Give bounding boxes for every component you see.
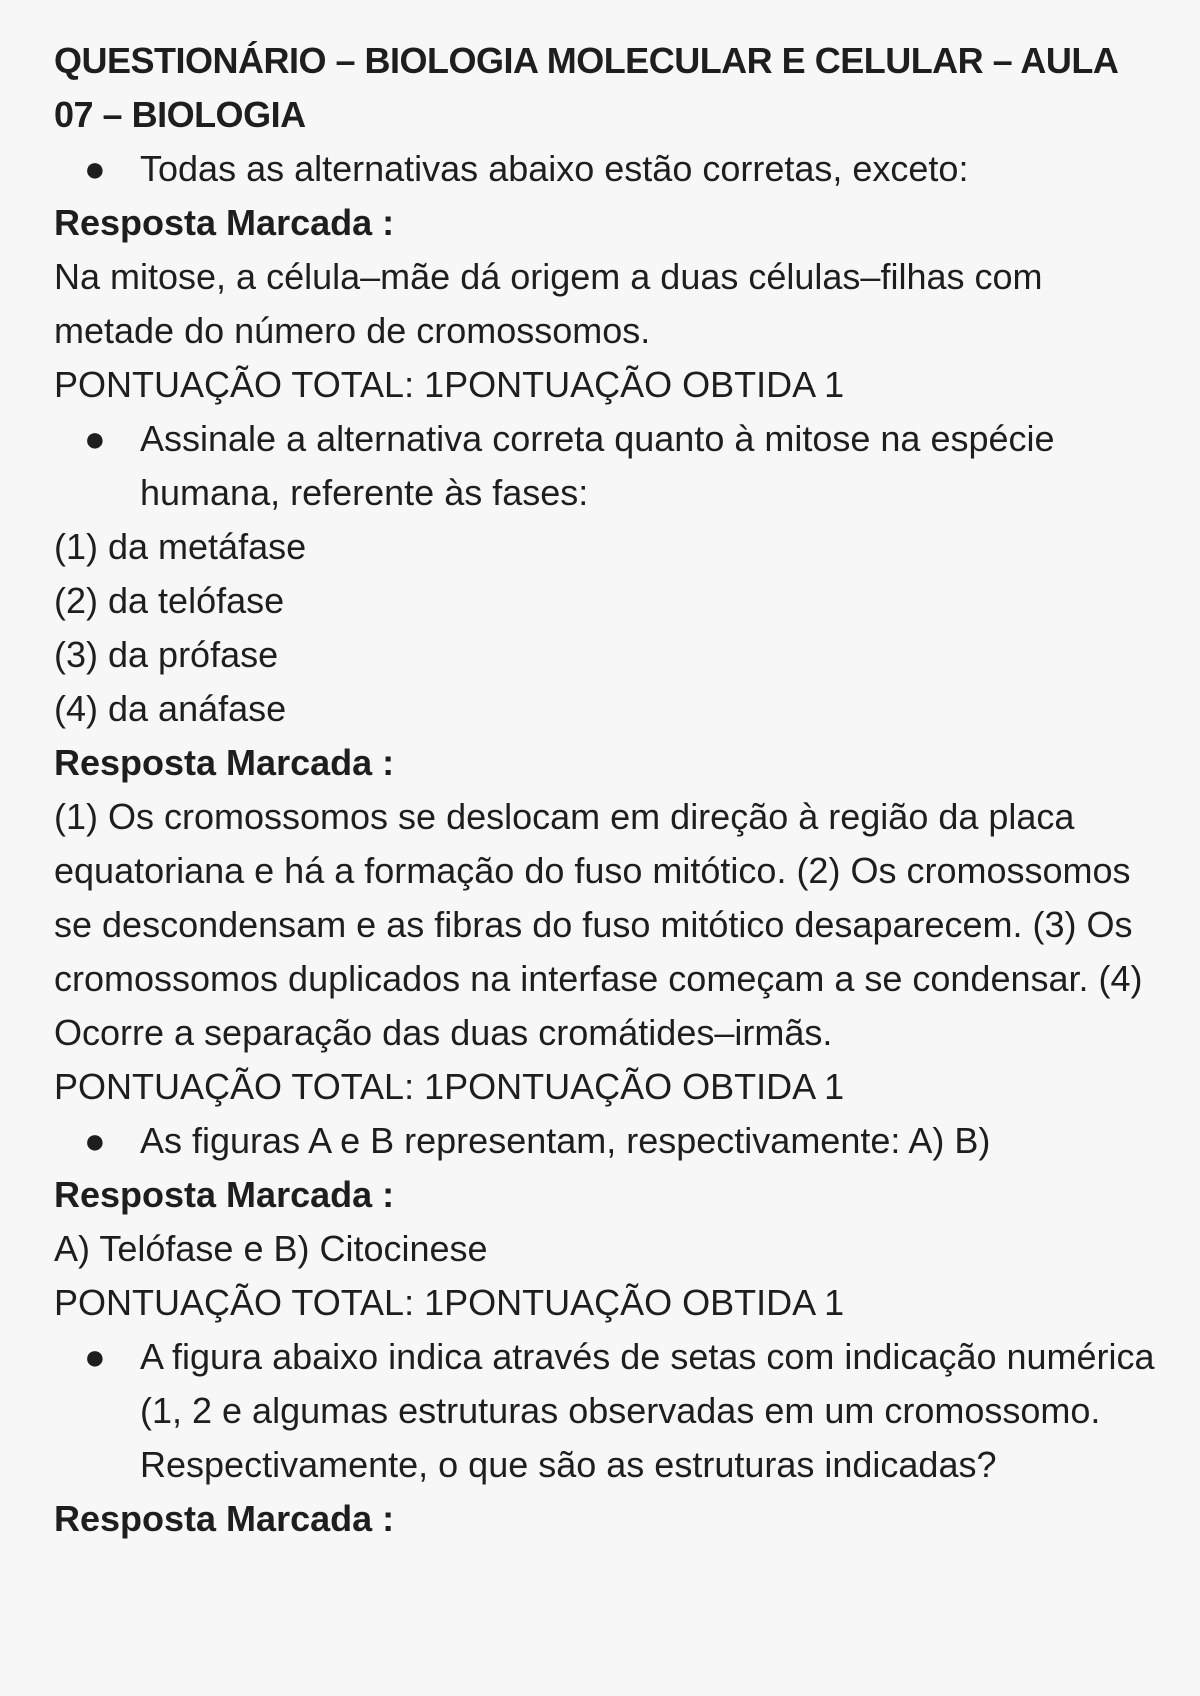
question-1-prompt	[54, 142, 1160, 196]
question-3-answer: A) Telófase e B) Citocinese	[54, 1228, 488, 1269]
question-1-text: Todas as alternativas abaixo estão corretas, exceto:	[140, 148, 969, 189]
question-3-answer-label: Resposta Marcada :	[54, 1174, 395, 1215]
question-2-answer-label: Resposta Marcada :	[54, 742, 395, 783]
question-2-option-2: (2) da telófase	[54, 580, 285, 621]
question-2-answer: (1) Os cromossomos se deslocam em direção à região da placa equatoriana e há a formação do fuso mitótico. (2) Os cromossomos se descondensam e as fibras do fuso mitótico desaparecem. (3) Os cromossomos duplicados na interfase começam a se condensar. (4) Ocorre a separação das duas cromátides–irmãs.	[54, 796, 1143, 1053]
question-1-score: PONTUAÇÃO TOTAL: 1PONTUAÇÃO OBTIDA 1	[54, 364, 845, 405]
page-title: QUESTIONÁRIO – BIOLOGIA MOLECULAR E CELULAR – AULA 07 – BIOLOGIA	[54, 40, 1118, 135]
question-4-prompt	[54, 1330, 1160, 1492]
question-1-answer: Na mitose, a célula–mãe dá origem a duas células–filhas com metade do número de cromossomos.	[54, 256, 1043, 351]
question-2-prompt	[54, 412, 1160, 520]
bullet-icon: ●	[84, 418, 106, 459]
bullet-icon: ●	[84, 148, 106, 189]
question-3-text: As figuras A e B representam, respectivamente: A) B)	[140, 1120, 991, 1161]
question-3-score: PONTUAÇÃO TOTAL: 1PONTUAÇÃO OBTIDA 1	[54, 1282, 845, 1323]
question-2-score: PONTUAÇÃO TOTAL: 1PONTUAÇÃO OBTIDA 1	[54, 1066, 845, 1107]
question-2-option-1: (1) da metáfase	[54, 526, 307, 567]
question-2-option-3: (3) da prófase	[54, 634, 279, 675]
question-1-answer-label: Resposta Marcada :	[54, 202, 395, 243]
bullet-icon: ●	[84, 1120, 106, 1161]
question-4-text: A figura abaixo indica através de setas com indicação numérica (1, 2 e algumas estruturas observadas em um cromossomo. Respectivamente, o que são as estruturas indicadas?	[140, 1336, 1155, 1485]
question-2-option-4: (4) da anáfase	[54, 688, 287, 729]
question-4-answer-label: Resposta Marcada :	[54, 1498, 395, 1539]
bullet-icon: ●	[84, 1336, 106, 1377]
question-3-prompt	[54, 1114, 1160, 1168]
question-2-text: Assinale a alternativa correta quanto à mitose na espécie humana, referente às fases:	[140, 418, 1055, 513]
